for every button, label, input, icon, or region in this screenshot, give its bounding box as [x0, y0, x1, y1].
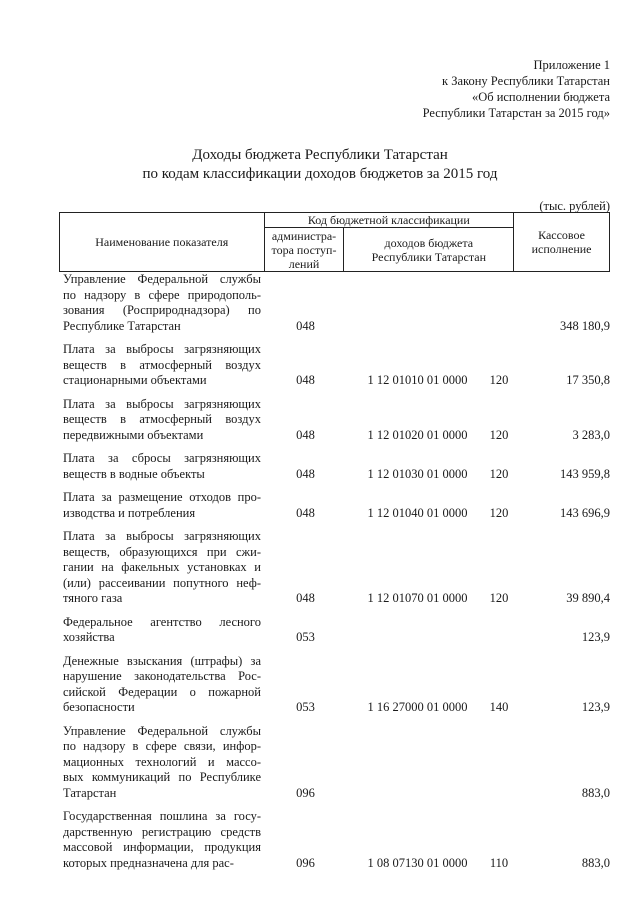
- row-name-line: передвижными объектами: [63, 427, 204, 442]
- row-name: [63, 724, 261, 802]
- row-name-line: Татарстан: [63, 785, 117, 800]
- row-income-code: 1 08 07130 01 0000: [367, 855, 468, 870]
- table-row: [0, 615, 640, 646]
- document-title: [0, 146, 640, 184]
- header-admin-line: тора поступ-: [271, 242, 337, 257]
- table-row: [0, 272, 640, 334]
- row-name-line: Федеральное агентство лесного: [63, 614, 261, 629]
- row-amount: 143 959,8: [560, 466, 610, 481]
- row-name-line: (или) рассеивании попутного неф-: [63, 575, 261, 590]
- row-income-code: 1 12 01070 01 0000: [367, 591, 468, 605]
- row-name: [63, 272, 261, 334]
- row-name-line: Управление Федеральной службы: [63, 272, 261, 286]
- row-name: [63, 615, 261, 646]
- row-income-code: 1 12 01030 01 0000: [367, 466, 468, 481]
- row-subtype-code: 120: [489, 373, 509, 387]
- row-name-line: безопасности: [63, 700, 135, 714]
- annex-reference: [423, 57, 610, 121]
- row-name-line: Государственная пошлина за госу-: [63, 809, 261, 823]
- table-header: [59, 212, 610, 272]
- row-name-line: зования (Росприроднадзора) по: [63, 303, 261, 317]
- row-name-line: по надзору в сфере связи, инфор-: [63, 739, 261, 753]
- row-subtype-code: 120: [489, 505, 509, 520]
- row-name: [63, 654, 261, 716]
- annex-line: Приложение 1: [533, 58, 610, 72]
- row-name-line: веществ, образующихся при сжи-: [63, 544, 261, 559]
- row-name-line: хозяйства: [63, 630, 115, 644]
- row-income-code: 1 12 01010 01 0000: [367, 373, 468, 387]
- row-amount: 123,9: [581, 700, 610, 714]
- row-name-line: массовой информации, продукция: [63, 840, 261, 854]
- row-admin-code: 048: [296, 373, 315, 387]
- row-name-line: Плата за выбросы загрязняющих: [63, 342, 261, 356]
- row-subtype-code: 120: [489, 427, 509, 442]
- row-amount: 143 696,9: [560, 505, 610, 520]
- header-code-group: Код бюджетной классификации: [264, 213, 514, 228]
- header-amount-column: [514, 213, 610, 272]
- row-name-line: гании на факельных установках и: [63, 560, 261, 574]
- row-admin-code: 048: [296, 591, 315, 605]
- row-name-line: тяного газа: [63, 591, 123, 605]
- row-admin-code: 096: [296, 855, 315, 870]
- header-amount-line: исполнение: [531, 242, 592, 256]
- table-row: [0, 724, 640, 802]
- header-admin-line: лений: [288, 256, 320, 271]
- row-admin-code: 048: [296, 466, 315, 481]
- row-income-code: 1 12 01020 01 0000: [367, 427, 468, 442]
- row-admin-code: 048: [296, 318, 315, 333]
- row-name: [63, 342, 261, 389]
- table-row: [0, 529, 640, 607]
- table-row: [0, 490, 640, 521]
- row-income-code: 1 12 01040 01 0000: [367, 505, 468, 520]
- header-name-column: Наименование показателя: [60, 213, 265, 272]
- row-name-line: нарушение законодательства Рос-: [63, 669, 261, 683]
- row-admin-code: 053: [296, 700, 315, 714]
- row-name-line: Плата за сбросы загрязняющих: [63, 451, 261, 465]
- row-admin-code: 053: [296, 630, 315, 644]
- row-subtype-code: 110: [489, 855, 509, 870]
- title-line-2: по кодам классификации доходов бюджетов за 2015 год: [142, 166, 498, 182]
- row-admin-code: 048: [296, 505, 315, 520]
- header-income-line: Республики Татарстан: [371, 249, 486, 264]
- annex-line: Республики Татарстан за 2015 год»: [422, 106, 610, 120]
- row-name-line: веществ в атмосферный воздух: [63, 357, 261, 372]
- annex-line: «Об исполнении бюджета: [471, 90, 610, 104]
- units-note: (тыс. рублей): [539, 199, 610, 213]
- row-amount: 39 890,4: [566, 591, 610, 605]
- row-name-line: которых предназначена для рас-: [63, 855, 234, 870]
- row-subtype-code: 120: [489, 591, 509, 605]
- row-name-line: Плата за выбросы загрязняющих: [63, 396, 261, 411]
- row-name: [63, 490, 261, 521]
- row-name-line: мационных технологий и массо-: [63, 754, 261, 769]
- row-admin-code: 096: [296, 785, 315, 800]
- row-admin-code: 048: [296, 427, 315, 442]
- row-name-line: стационарными объектами: [63, 373, 207, 387]
- table-row: [0, 397, 640, 444]
- row-income-code: 1 16 27000 01 0000: [367, 700, 468, 714]
- table-row: [0, 451, 640, 482]
- row-name-line: веществ в водные объекты: [63, 466, 205, 481]
- header-admin-line: администра-: [271, 228, 337, 243]
- row-amount: 883,0: [581, 785, 610, 800]
- row-amount: 883,0: [581, 855, 610, 870]
- row-name: [63, 397, 261, 444]
- header-amount-line: Кассовое: [538, 228, 585, 242]
- header-income-line: доходов бюджета: [384, 235, 474, 250]
- row-amount: 348 180,9: [560, 318, 610, 333]
- row-name-line: Управление Федеральной службы: [63, 723, 261, 738]
- row-name: [63, 809, 261, 871]
- row-name-line: по надзору в сфере природополь-: [63, 287, 261, 302]
- row-name-line: сийской Федерации о пожарной: [63, 684, 261, 699]
- table-body: [0, 272, 640, 879]
- header-income-column: [344, 228, 514, 272]
- row-name-line: Плата за размещение отходов про-: [63, 490, 261, 504]
- row-name-line: Денежные взыскания (штрафы) за: [63, 653, 261, 668]
- row-name-line: вых коммуникаций по Республике: [63, 770, 261, 784]
- header-admin-column: [264, 228, 344, 272]
- row-subtype-code: 140: [489, 700, 509, 714]
- row-amount: 3 283,0: [572, 427, 610, 442]
- table-row: [0, 809, 640, 871]
- row-subtype-code: 120: [489, 466, 509, 481]
- table-row: [0, 342, 640, 389]
- row-name-line: веществ в атмосферный воздух: [63, 412, 261, 426]
- title-line-1: Доходы бюджета Республики Татарстан: [192, 147, 448, 163]
- row-name-line: дарственную регистрацию средств: [63, 824, 261, 839]
- row-amount: 17 350,8: [566, 373, 610, 387]
- row-name-line: Республике Татарстан: [63, 318, 181, 333]
- row-name: [63, 451, 261, 482]
- row-name-line: Плата за выбросы загрязняющих: [63, 529, 261, 543]
- table-row: [0, 654, 640, 716]
- row-amount: 123,9: [581, 630, 610, 644]
- row-name-line: изводства и потребления: [63, 505, 196, 520]
- annex-line: к Закону Республики Татарстан: [442, 74, 610, 88]
- row-name: [63, 529, 261, 607]
